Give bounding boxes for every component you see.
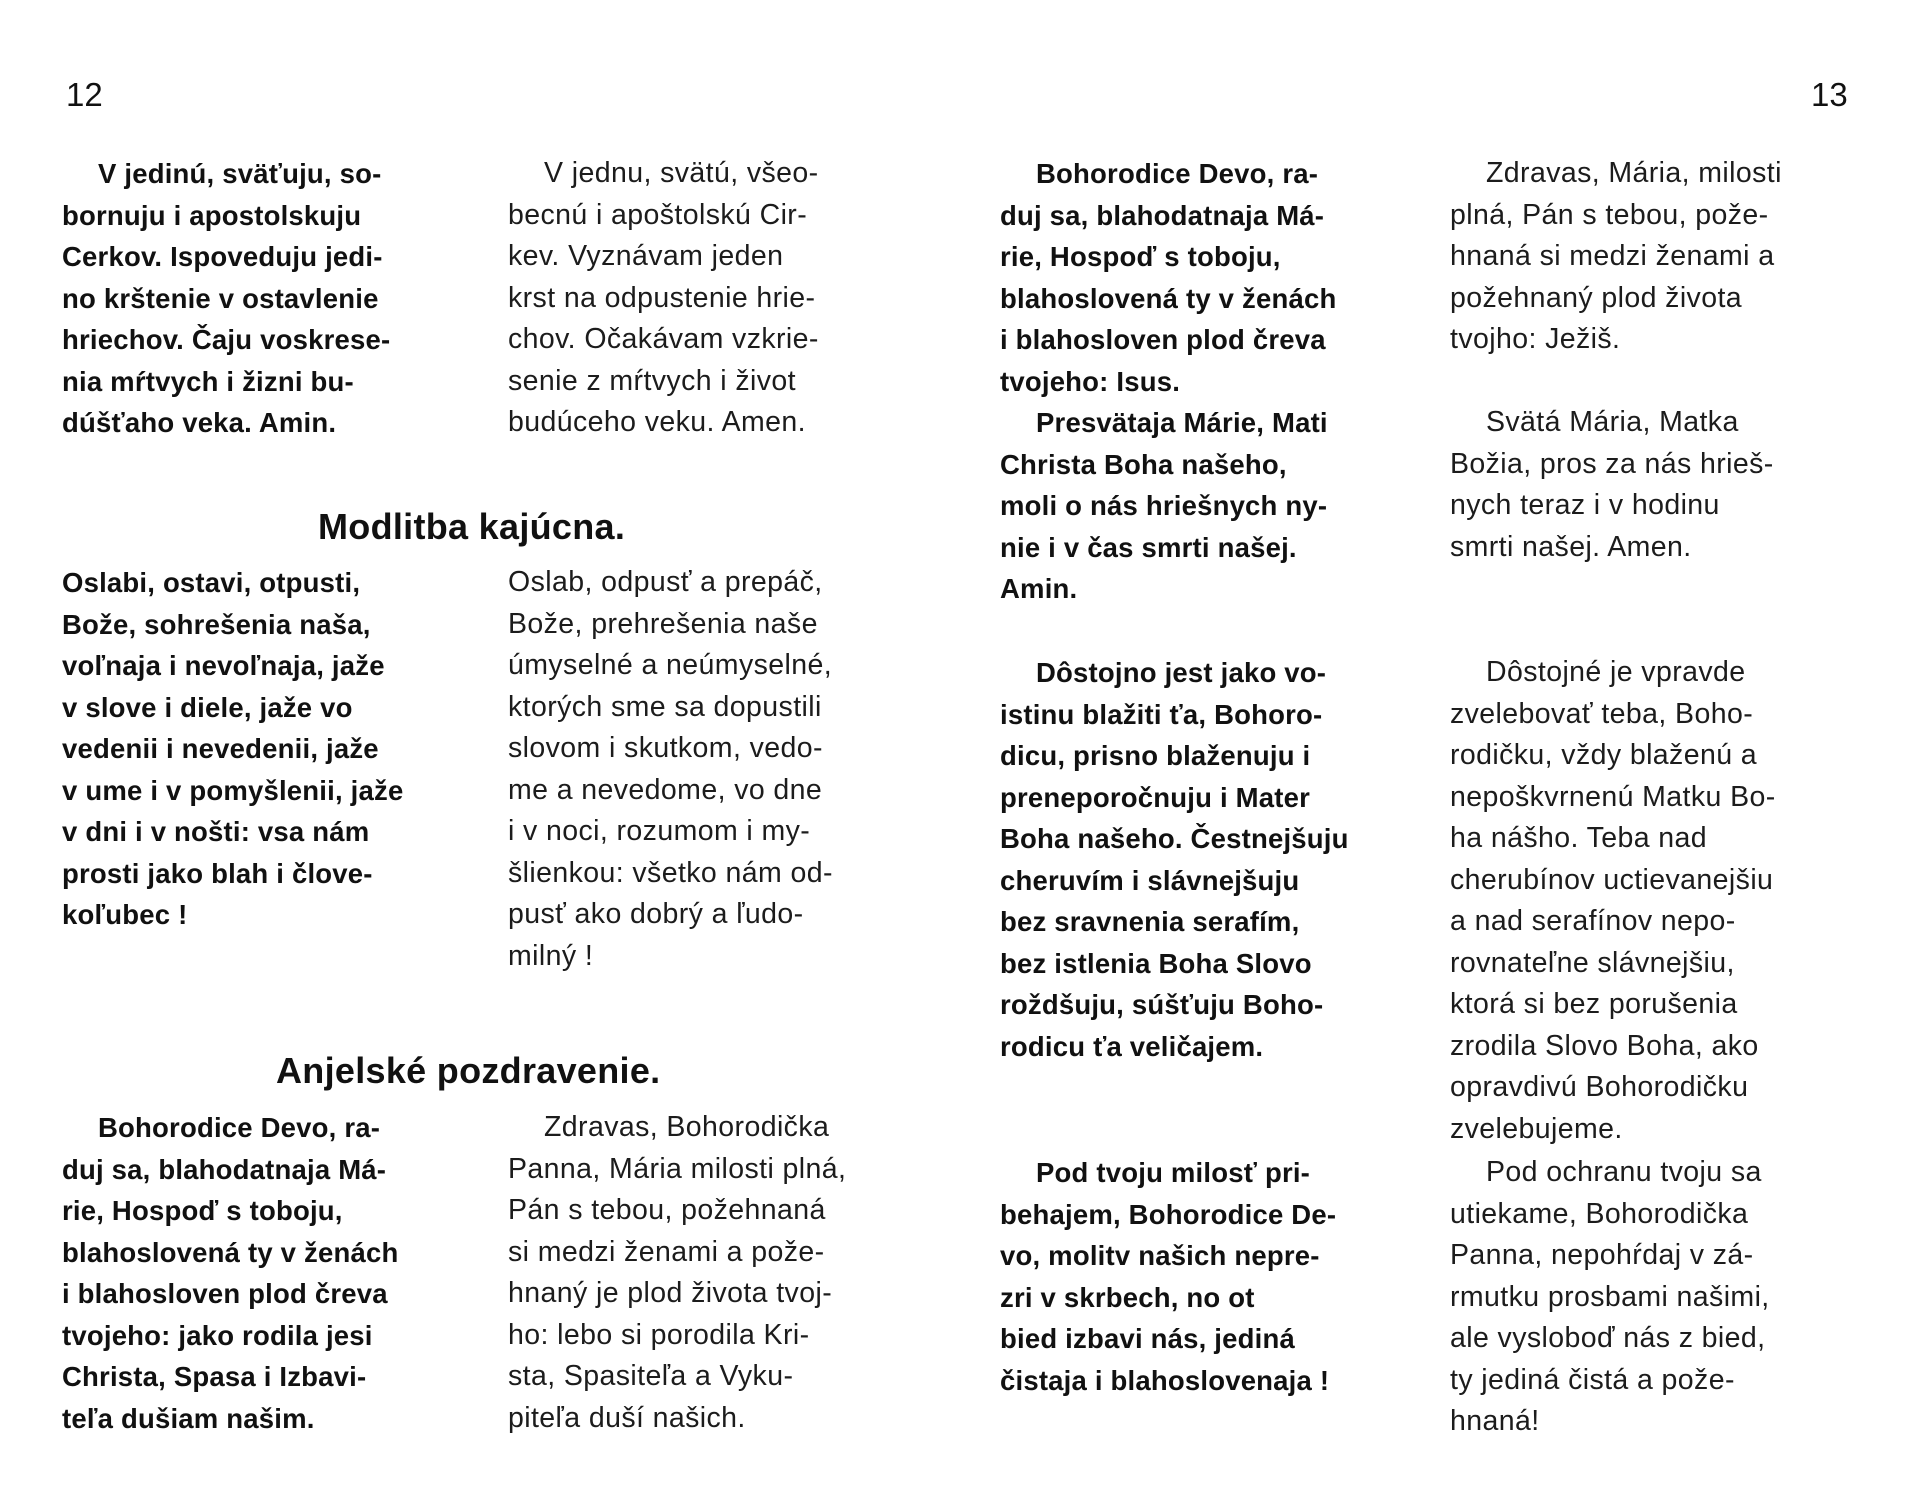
holy-mary-church-slavonic: Presvätaja Márie, Mati Christa Boha našeho, moli o nás hriešnych ny- nie i v čas smrti našej. Amin. xyxy=(1000,407,1328,604)
protection-church-slavonic: Pod tvoju milosť pri- behajem, Bohorodice De- vo, molitv našich nepre- zri v skrbech, no ot bied izbavi nás, jediná čistaja i blahoslovenaja ! xyxy=(1000,1157,1337,1396)
penitential-church-slavonic: Oslabi, ostavi, otpusti, Bože, sohrešenia naša, voľnaja i nevoľnaja, jaže v slove i diele, jaže vo vedenii i nevedenii, jaže v ume i v pomyšlenii, jaže v dni i v nošti: vsa nám prosti jako blah i člove- koľubec ! xyxy=(62,567,404,930)
protection-slovak: Pod ochranu tvoju sa utiekame, Bohorodička Panna, nepohŕdaj v zá- rmutku prosbami našimi, ale vysloboď nás z bied, ty jediná čistá a pože- hnaná! xyxy=(1450,1156,1770,1437)
angelic-church-slavonic: Bohorodice Devo, ra- duj sa, blahodatnaja Má- rie, Hospoď s toboju, blahoslovená ty v ženách i blahosloven plod čreva tvojeho: jako rodila jesi Christa, Spasa i Izbavi- teľa dušiam našim. xyxy=(62,1112,399,1434)
penitential-prayer-heading: Modlitba kajúcna. xyxy=(318,506,626,547)
left-page-number: 12 xyxy=(66,76,103,113)
hail-slovak: Zdravas, Mária, milosti plná, Pán s tebou, pože- hnaná si medzi ženami a požehnaný plod života tvojho: Ježiš. xyxy=(1450,157,1782,355)
holy-mary-slovak: Svätá Mária, Matka Božia, pros za nás hrieš- nych teraz i v hodinu smrti našej. Amen. xyxy=(1450,406,1774,563)
angelic-slovak: Zdravas, Bohorodička Panna, Mária milosti plná, Pán s tebou, požehnaná si medzi ženami a pože- hnaný je plod života tvoj- ho: lebo si porodila Kri- sta, Spasiteľa a Vyku- piteľa duší našich. xyxy=(508,1111,847,1434)
worthy-church-slavonic: Dôstojno jest jako vo- istinu blažiti ťa, Bohoro- dicu, prisno blaženuju i preneporočnuju i Mater Boha našeho. Čestnejšuju cheruvím i slávnejšuju bez sravnenia serafím, bez istlenia Boha Slovo roždšuju, súšťuju Boho- rodicu ťa veličajem. xyxy=(1000,657,1349,1062)
worthy-slovak: Dôstojné je vpravde zvelebovať teba, Boho- rodičku, vždy blaženú a nepoškvrnenú Matku Bo- ha nášho. Teba nad cherubínov uctievanejšiu a nad serafínov nepo- rovnateľne slávnejšiu, ktorá si bez porušenia zrodila Slovo Boha, ako opravdivú Bohorodičku zvelebujeme. xyxy=(1450,656,1776,1145)
angelic-salutation-heading: Anjelské pozdravenie. xyxy=(276,1050,661,1091)
hail-church-slavonic: Bohorodice Devo, ra- duj sa, blahodatnaja Má- rie, Hospoď s toboju, blahoslovená ty v ženách i blahosloven plod čreva tvojeho: Isus. xyxy=(1000,158,1337,397)
creed-slovak: V jednu, svätú, všeo- becnú i apoštolskú Cir- kev. Vyznávam jeden krst na odpustenie hrie- chov. Očakávam vzkrie- senie z mŕtvych i život budúceho veku. Amen. xyxy=(508,157,819,438)
penitential-slovak: Oslab, odpusť a prepáč, Bože, prehrešenia naše úmyselné a neúmyselné, ktorých sme sa dopustili slovom i skutkom, vedo- me a nevedome, vo dne i v noci, rozumom i my- šlienkou: všetko nám od- pusť ako dobrý a ľudo- milný ! xyxy=(508,566,833,972)
creed-church-slavonic: V jedinú, sväťuju, so- bornuju i apostolskuju Cerkov. Ispoveduju jedi- no krštenie v ostavlenie hriechov. Čaju voskrese- nia mŕtvych i žizni bu- dúšťaho veka. Amin. xyxy=(62,158,391,438)
right-page-number: 13 xyxy=(1811,76,1848,113)
